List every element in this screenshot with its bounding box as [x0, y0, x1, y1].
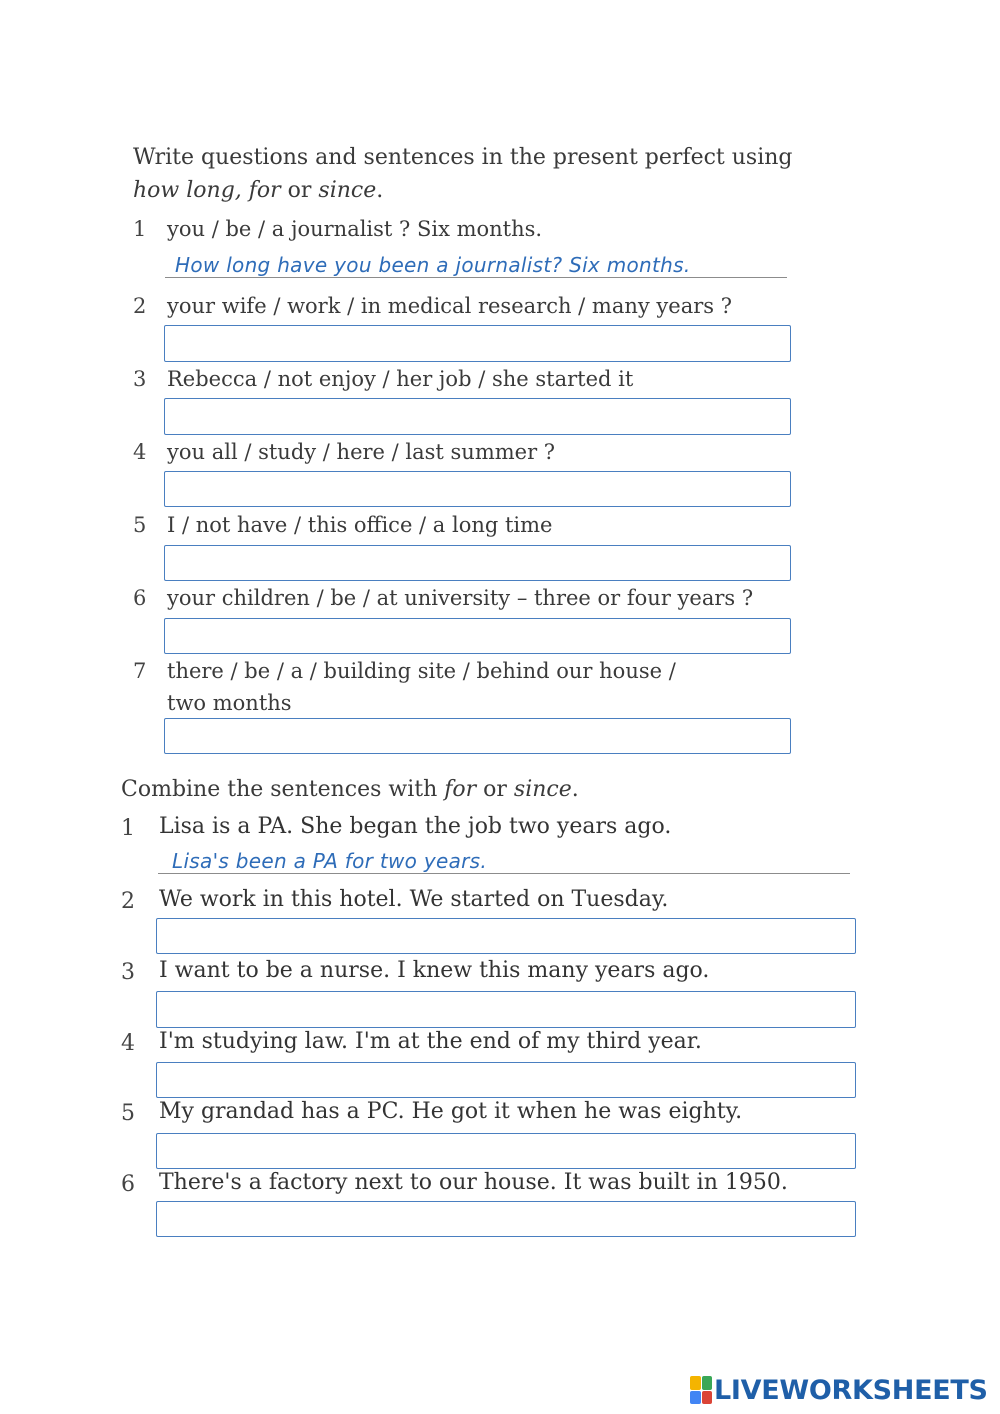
item-number: 1: [133, 217, 147, 241]
item-number: 4: [133, 440, 147, 464]
instruction-emphasis: how long, for: [133, 178, 281, 203]
brand-name: LIVEWORKSHEETS: [714, 1374, 988, 1406]
item-prompt: there / be / a / building site / behind our house /: [167, 659, 676, 683]
item-prompt: you all / study / here / last summer ?: [167, 440, 556, 464]
item-number: 5: [133, 513, 147, 537]
answer-input-s1-2[interactable]: [164, 325, 791, 362]
item-prompt: you / be / a journalist ? Six months.: [167, 217, 543, 241]
liveworksheets-logo-icon: [690, 1376, 712, 1404]
section2-instruction: [121, 773, 821, 806]
item-number: 2: [133, 294, 147, 318]
answer-underline: [165, 277, 787, 278]
instruction-text: or: [280, 178, 319, 203]
section1-instruction-line1: Write questions and sentences in the present perfect using: [133, 145, 793, 170]
item-number: 2: [121, 889, 135, 914]
section1-instruction-line2: [133, 174, 833, 207]
item-prompt: I want to be a nurse. I knew this many years ago.: [159, 958, 710, 983]
instruction-emphasis: since: [513, 777, 572, 802]
instruction-emphasis: since: [318, 178, 377, 203]
answer-input-s1-3[interactable]: [164, 398, 791, 435]
answer-input-s1-7[interactable]: [164, 718, 791, 754]
answer-input-s1-6[interactable]: [164, 618, 791, 654]
item-prompt: your wife / work / in medical research / many years ?: [167, 294, 732, 318]
item-prompt: My grandad has a PC. He got it when he was eighty.: [159, 1099, 743, 1124]
section1-instruction: [133, 141, 833, 207]
answer-input-s2-2[interactable]: [156, 918, 856, 954]
item-number: 3: [121, 960, 135, 985]
item-number: 1: [121, 816, 135, 841]
instruction-emphasis: for: [444, 777, 477, 802]
instruction-text: .: [376, 178, 384, 203]
item-prompt: We work in this hotel. We started on Tuesday.: [159, 887, 669, 912]
answer-input-s2-5[interactable]: [156, 1133, 856, 1169]
liveworksheets-logo: [690, 1372, 990, 1408]
answer-input-s1-5[interactable]: [164, 545, 791, 581]
item-prompt: your children / be / at university – three or four years ?: [167, 586, 754, 610]
item-prompt: Rebecca / not enjoy / her job / she started it: [167, 367, 634, 391]
instruction-text: .: [571, 777, 579, 802]
answer-underline: [158, 873, 850, 874]
instruction-text: Combine the sentences with: [121, 777, 445, 802]
instruction-text: or: [476, 777, 514, 802]
answer-input-s2-6[interactable]: [156, 1201, 856, 1237]
answer-input-s2-3[interactable]: [156, 991, 856, 1028]
item-prompt: Lisa is a PA. She began the job two years ago.: [159, 814, 672, 839]
item-prompt: There's a factory next to our house. It was built in 1950.: [159, 1170, 788, 1195]
item-number: 4: [121, 1031, 135, 1056]
item-number: 5: [121, 1101, 135, 1126]
item-number: 3: [133, 367, 147, 391]
answer-input-s1-4[interactable]: [164, 471, 791, 507]
item-number: 6: [133, 586, 147, 610]
example-answer: Lisa's been a PA for two years.: [172, 849, 488, 873]
item-prompt: I'm studying law. I'm at the end of my third year.: [159, 1029, 702, 1054]
item-number: 6: [121, 1172, 135, 1197]
example-answer: How long have you been a journalist? Six months.: [175, 253, 691, 277]
item-prompt-continued: two months: [167, 691, 292, 715]
answer-input-s2-4[interactable]: [156, 1062, 856, 1098]
item-number: 7: [133, 659, 147, 683]
item-prompt: I / not have / this office / a long time: [167, 513, 553, 537]
